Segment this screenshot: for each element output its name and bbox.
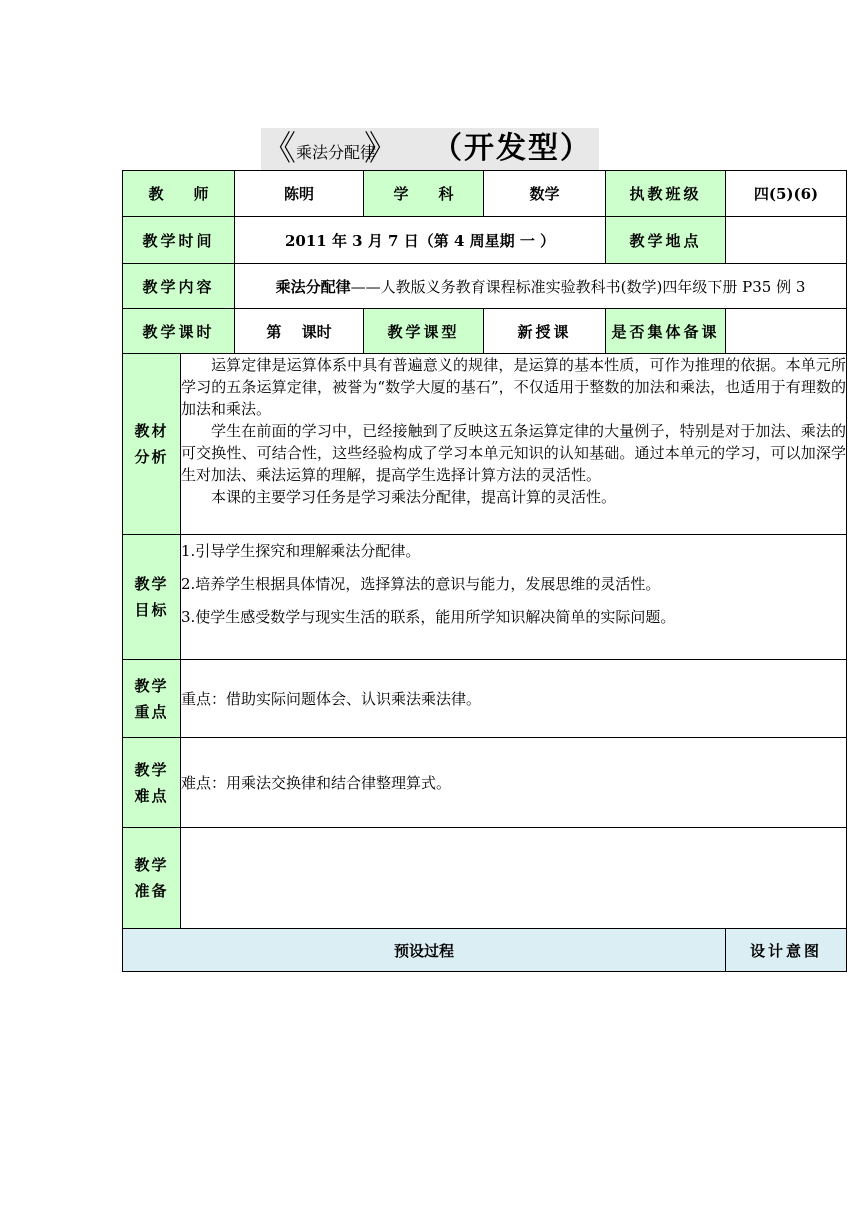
period-value: 第 课时 [235, 309, 364, 354]
class-value: 四(5)(6) [726, 171, 847, 217]
title-left-bracket: 《 [262, 129, 296, 169]
title-right-bracket: 》 [364, 129, 398, 169]
info-row-2 [123, 217, 847, 264]
subject-value: 数学 [484, 171, 606, 217]
collective-value [726, 309, 847, 354]
info-row-1 [123, 171, 847, 217]
lesson-title: 乘法分配律 [296, 143, 377, 162]
goal-item: 2.培养学生根据具体情况，选择算法的意识与能力，发展思维的灵活性。 [181, 575, 661, 593]
goal-item: 1.引导学生探究和理解乘法分配律。 [181, 542, 421, 560]
difficulty-row [123, 738, 847, 828]
analysis-paragraph: 运算定律是运算体系中具有普遍意义的规律，是运算的基本性质，可作为推理的依据。本单元所学习的五条运算定律，被誉为“数学大厦的基石”，不仅适用于整数的加法和乘法，也适用于有理数的加法和乘法。 [181, 356, 847, 418]
info-row-3 [123, 264, 847, 309]
content-label: 教学内容 [123, 264, 235, 309]
goals-list [181, 535, 847, 660]
analysis-paragraph: 本课的主要学习任务是学习乘法分配律，提高计算的灵活性。 [211, 488, 617, 506]
lesson-type: （开发型） [432, 131, 592, 166]
key-point-text: 重点：借助实际问题体会、认识乘法乘法律。 [181, 660, 847, 738]
time-value: 2011 年 3 月 7 日（第 4 周星期 一 ） [235, 217, 606, 264]
lesson-kind-value: 新授课 [484, 309, 606, 354]
key-point-row [123, 660, 847, 738]
time-label: 教学时间 [123, 217, 235, 264]
teacher-value: 陈明 [235, 171, 364, 217]
content-title: 乘法分配律 [275, 277, 351, 296]
subject-label: 学 科 [364, 171, 484, 217]
process-header: 预设过程 [123, 929, 726, 972]
intent-header: 设计意图 [726, 929, 847, 972]
difficulty-text: 难点：用乘法交换律和结合律整理算式。 [181, 738, 847, 828]
lesson-kind-label: 教学课型 [364, 309, 484, 354]
goals-row [123, 535, 847, 660]
footer-row [123, 929, 847, 972]
analysis-row [123, 354, 847, 535]
goals-label: 教学 目标 [123, 535, 181, 660]
info-row-4 [123, 309, 847, 354]
goal-item: 3.使学生感受数学与现实生活的联系，能用所学知识解决简单的实际问题。 [181, 608, 676, 626]
place-label: 教学地点 [606, 217, 726, 264]
difficulty-label: 教学 难点 [123, 738, 181, 828]
analysis-paragraph: 学生在前面的学习中，已经接触到了反映这五条运算定律的大量例子，特别是对于加法、乘法的可交换性、可结合性，这些经验构成了学习本单元知识的认知基础。通过本单元的学习，可以加深学生对加法、乘法运算的理解，提高学生选择计算方法的灵活性。 [181, 422, 847, 484]
analysis-label: 教材 分析 [123, 354, 181, 535]
key-point-label: 教学 重点 [123, 660, 181, 738]
place-value [726, 217, 847, 264]
lesson-plan-table [122, 170, 847, 972]
teacher-label: 教 师 [123, 171, 235, 217]
content-detail: ——人教版义务教育课程标准实验教科书(数学)四年级下册 P35 例 3 [350, 277, 806, 296]
preparation-text [181, 828, 847, 929]
analysis-text [181, 354, 847, 535]
content-value [235, 264, 847, 309]
preparation-label: 教学 准备 [123, 828, 181, 929]
period-label: 教学课时 [123, 309, 235, 354]
preparation-row [123, 828, 847, 929]
collective-label: 是否集体备课 [606, 309, 726, 354]
class-label: 执教班级 [606, 171, 726, 217]
